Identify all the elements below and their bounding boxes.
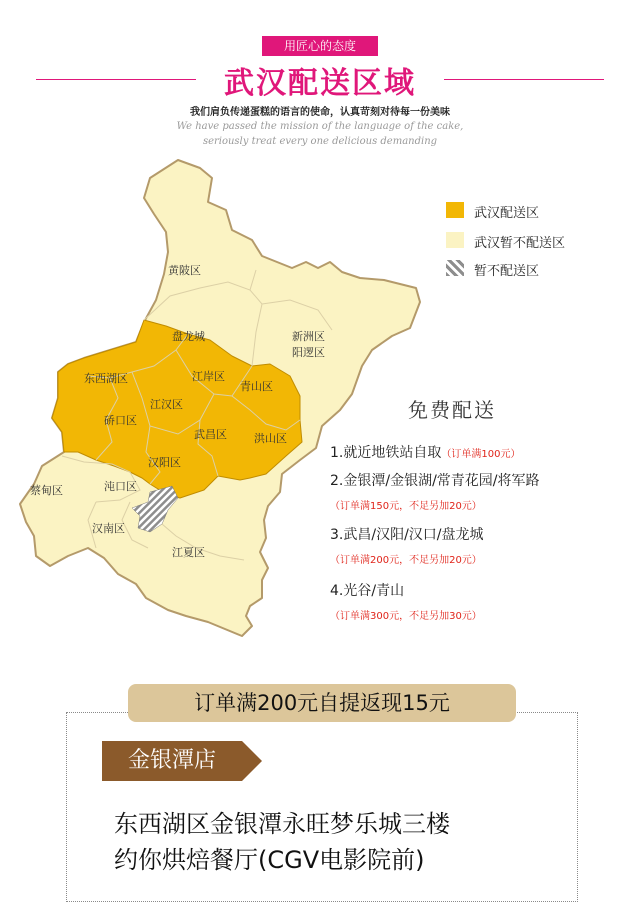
delivery-item-2-text: 2.金银潭/金银湖/常青花园/将军路	[330, 473, 540, 489]
district-label-zhuankou: 沌口区	[104, 480, 137, 493]
tagline-badge: 用匠心的态度	[262, 36, 378, 56]
delivery-item-2-note: （订单满150元，不足另加20元）	[330, 501, 482, 512]
store-address-line2: 约你烘焙餐厅(CGV电影院前)	[114, 846, 425, 874]
delivery-item-3-text: 3.武昌/汉阳/汉口/盘龙城	[330, 527, 484, 543]
free-delivery-title: 免费配送	[408, 398, 496, 422]
delivery-item-4-note: （订单满300元，不足另加30元）	[330, 611, 482, 622]
district-label-huangpi: 黄陂区	[168, 264, 201, 277]
wuhan-delivery-map	[0, 150, 640, 650]
page-title: 武汉配送区域	[224, 66, 416, 101]
subtitle-chinese: 我们肩负传递蛋糕的语言的使命，认真苛刻对待每一份美味	[190, 107, 450, 118]
subtitle-english-line1: We have passed the mission of the language of the cake,	[176, 121, 464, 132]
district-label-qingshan: 青山区	[240, 380, 273, 393]
legend-swatch-unavailable	[446, 260, 464, 276]
store-address-line1: 东西湖区金银潭永旺梦乐城三楼	[114, 810, 450, 838]
delivery-item-4-text: 4.光谷/青山	[330, 583, 405, 599]
district-label-hannan: 汉南区	[92, 522, 125, 535]
delivery-item-note: （订单满100元）	[441, 449, 521, 460]
legend-swatch-no-delivery	[446, 232, 464, 248]
legend-label-delivery: 武汉配送区	[474, 206, 540, 221]
district-label-wuchang: 武昌区	[194, 428, 227, 441]
district-label-yangluo: 阳逻区	[292, 346, 325, 359]
district-label-panlongcheng: 盘龙城	[172, 330, 205, 343]
district-label-dongxihu: 东西湖区	[84, 372, 128, 385]
title-rule-right	[444, 79, 604, 80]
district-label-qiaokou: 硚口区	[104, 414, 137, 427]
district-label-caidian: 蔡甸区	[30, 484, 63, 497]
legend-label-unavailable: 暂不配送区	[474, 264, 540, 279]
district-label-jiangxia: 江夏区	[172, 546, 205, 559]
delivery-item-text: 1.就近地铁站自取	[330, 445, 442, 461]
district-label-xinzhou: 新洲区	[292, 330, 325, 343]
delivery-item-1	[330, 442, 520, 462]
legend-label-no-delivery: 武汉暂不配送区	[474, 236, 566, 251]
store-name-tag: 金银潭店	[102, 741, 242, 781]
subtitle-english-line2: seriously treat every one delicious demanding	[202, 136, 438, 147]
district-label-jianghan: 江汉区	[150, 398, 183, 411]
delivery-item-3-note: （订单满200元，不足另加20元）	[330, 555, 482, 566]
promo-banner: 订单满200元自提返现15元	[128, 684, 516, 722]
legend-swatch-delivery	[446, 202, 464, 218]
district-label-hongshan: 洪山区	[254, 432, 287, 445]
store-tag-arrow	[242, 741, 262, 781]
title-rule-left	[36, 79, 196, 80]
district-label-jiangan: 江岸区	[192, 370, 225, 383]
district-label-hanyang: 汉阳区	[148, 456, 181, 469]
